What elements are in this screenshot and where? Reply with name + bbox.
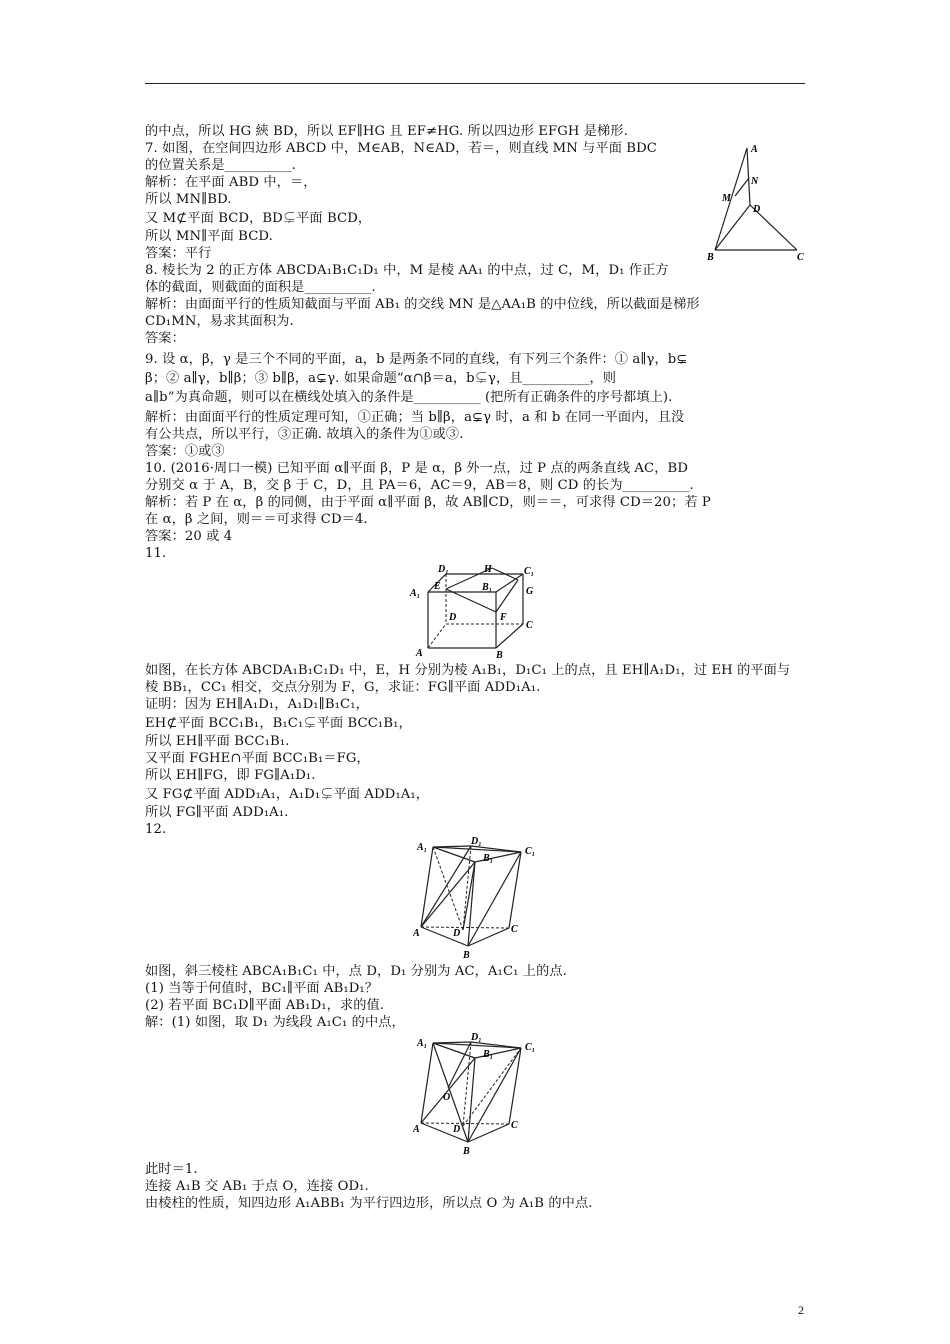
text-line: 答案：20 或 4 [145, 529, 233, 544]
fig12b-label-D: D [453, 1124, 461, 1135]
fig11-label-F: F [500, 612, 507, 623]
text-line: 所以 FG∥平面 ADD₁A₁. [145, 805, 289, 820]
text-line: 解析：在平面 ABD 中，＝， [145, 175, 317, 190]
text-line: 所以 MN∥BD. [145, 192, 232, 207]
fig12b-label-O: O [443, 1092, 451, 1103]
fig7-label-D: D [753, 204, 761, 215]
text-line: 如图，斜三棱柱 ABCA₁B₁C₁ 中，点 D，D₁ 分别为 AC，A₁C₁ 上的点. [145, 964, 567, 979]
fig11-label-C1: C₁ [524, 566, 535, 577]
fig12b-label-A1: A₁ [417, 1038, 428, 1049]
fig12-label-B1: B₁ [483, 853, 494, 864]
fig11-label-B1: B₁ [482, 582, 493, 593]
text-line: 解析：由面面平行的性质定理可知，①正确；当 b∥β，a⊊γ 时，a 和 b 在同一平面内，且没 [145, 410, 685, 425]
figure-12b-prism-solution [413, 1028, 553, 1158]
fig7-label-C: C [797, 252, 804, 263]
fig12b-label-B: B [463, 1146, 470, 1157]
fig7-label-B: B [707, 252, 714, 263]
text-line: 所以 MN∥平面 BCD. [145, 229, 273, 244]
fig11-label-A: A [416, 648, 423, 659]
fig11-label-D: D [449, 612, 457, 623]
page-number: 2 [798, 1303, 804, 1317]
header-rule [145, 83, 805, 84]
text-line: (2) 若平面 BC₁D∥平面 AB₁D₁，求的值. [145, 998, 385, 1013]
figure-7-quadrilateral [705, 140, 815, 265]
fig12b-label-C1: C₁ [525, 1042, 536, 1053]
text-line: 有公共点，所以平行，③正确. 故填入的条件为①或③. [145, 427, 464, 442]
text-line: 12. [145, 822, 167, 837]
fig12-label-B: B [463, 950, 470, 961]
fig11-label-C: C [526, 620, 533, 631]
fig7-label-M: M [722, 193, 731, 204]
text-line: 答案：①或③ [145, 444, 225, 459]
fig11-label-G: G [526, 586, 534, 597]
text-line: 9. 设 α，β，γ 是三个不同的平面，a，b 是两条不同的直线，有下列三个条件：① a∥γ，b⊊ [145, 352, 688, 367]
text-line: 又平面 FGHE∩平面 BCC₁B₁＝FG， [145, 751, 370, 766]
text-line: 此时＝1. [145, 1162, 198, 1177]
fig12-label-A1: A₁ [417, 842, 428, 853]
text-line: 所以 EH∥FG，即 FG∥A₁D₁. [145, 768, 316, 783]
fig11-label-H: H [484, 564, 492, 575]
text-line: (1) 当等于何值时，BC₁∥平面 AB₁D₁？ [145, 981, 379, 996]
text-line: 分别交 α 于 A，B，交 β 于 C，D，且 PA＝6，AC＝9，AB＝8，则 CD 的长为__________. [145, 478, 694, 493]
text-line: 棱 BB₁，CC₁ 相交，交点分别为 F，G，求证：FG∥平面 ADD₁A₁. [145, 680, 541, 695]
text-line: 的位置关系是__________. [145, 158, 296, 173]
fig11-label-D1: D₁ [438, 564, 449, 575]
fig12-label-A: A [413, 928, 420, 939]
text-line: 证明：因为 EH∥A₁D₁，A₁D₁∥B₁C₁， [145, 697, 369, 712]
fig12b-label-C: C [511, 1120, 518, 1131]
text-line: 由棱柱的性质，知四边形 A₁ABB₁ 为平行四边形，所以点 O 为 A₁B 的中点. [145, 1196, 593, 1211]
text-line: 又 FG⊄平面 ADD₁A₁，A₁D₁⊊平面 ADD₁A₁， [145, 787, 430, 802]
text-line: 解析：由面面平行的性质知截面与平面 AB₁ 的交线 MN 是△AA₁B 的中位线，所以截面是梯形 [145, 297, 700, 312]
fig12-label-C1: C₁ [525, 846, 536, 857]
text-line: EH⊄平面 BCC₁B₁，B₁C₁⊊平面 BCC₁B₁， [145, 716, 412, 731]
fig12-label-D1: D₁ [471, 836, 482, 847]
text-line: 10. (2016·周口一模) 已知平面 α∥平面 β，P 是 α，β 外一点，过 P 点的两条直线 AC，BD [145, 461, 688, 476]
figure-12-prism [413, 832, 553, 962]
text-line: 所以 EH∥平面 BCC₁B₁. [145, 734, 290, 749]
text-line: 的中点，所以 HG 綊 BD，所以 EF∥HG 且 EF≠HG. 所以四边形 EFGH 是梯形. [145, 124, 628, 139]
fig12b-label-D1: D₁ [471, 1032, 482, 1043]
fig11-label-B: B [496, 650, 503, 661]
text-line: 7. 如图，在空间四边形 ABCD 中，M∈AB，N∈AD，若＝，则直线 MN 与平面 BDC [145, 141, 657, 156]
text-line: 解：(1) 如图，取 D₁ 为线段 A₁C₁ 的中点， [145, 1015, 405, 1030]
text-line: 又 M⊄平面 BCD，BD⊊平面 BCD， [145, 211, 372, 226]
text-line: 答案：平行 [145, 246, 212, 261]
fig11-label-E: E [434, 581, 441, 592]
figure-11-cuboid [408, 562, 548, 662]
fig12b-label-B1: B₁ [483, 1049, 494, 1060]
text-line: 答案： [145, 331, 185, 346]
fig7-label-A: A [751, 144, 758, 155]
text-line: 连接 A₁B 交 AB₁ 于点 O，连接 OD₁. [145, 1179, 369, 1194]
text-line: 11. [145, 546, 167, 561]
fig12b-label-A: A [413, 1124, 420, 1135]
text-line: 8. 棱长为 2 的正方体 ABCDA₁B₁C₁D₁ 中，M 是棱 AA₁ 的中点，过 C，M，D₁ 作正方 [145, 263, 669, 278]
text-line: 在 α，β 之间，则＝＝可求得 CD＝4. [145, 512, 368, 527]
fig12-label-C: C [511, 924, 518, 935]
fig7-label-N: N [751, 176, 759, 187]
text-line: 体的截面，则截面的面积是__________. [145, 280, 376, 295]
fig12-label-D: D [453, 928, 461, 939]
text-line: β；② a∥γ，b∥β；③ b∥β，a⊊γ. 如果命题“α∩β＝a，b⊊γ，且__________，则 [145, 371, 617, 386]
text-line: a∥b”为真命题，则可以在横线处填入的条件是__________ (把所有正确条件的序号都填上). [145, 390, 673, 405]
text-line: CD₁MN，易求其面积为. [145, 314, 294, 329]
text-line: 解析：若 P 在 α，β 的同侧，由于平面 α∥平面 β，故 AB∥CD，则＝＝，可求得 CD＝20；若 P [145, 495, 711, 510]
text-line: 如图，在长方体 ABCDA₁B₁C₁D₁ 中，E，H 分别为棱 A₁B₁，D₁C₁ 上的点，且 EH∥A₁D₁，过 EH 的平面与 [145, 663, 791, 678]
fig11-label-A1: A₁ [410, 588, 421, 599]
